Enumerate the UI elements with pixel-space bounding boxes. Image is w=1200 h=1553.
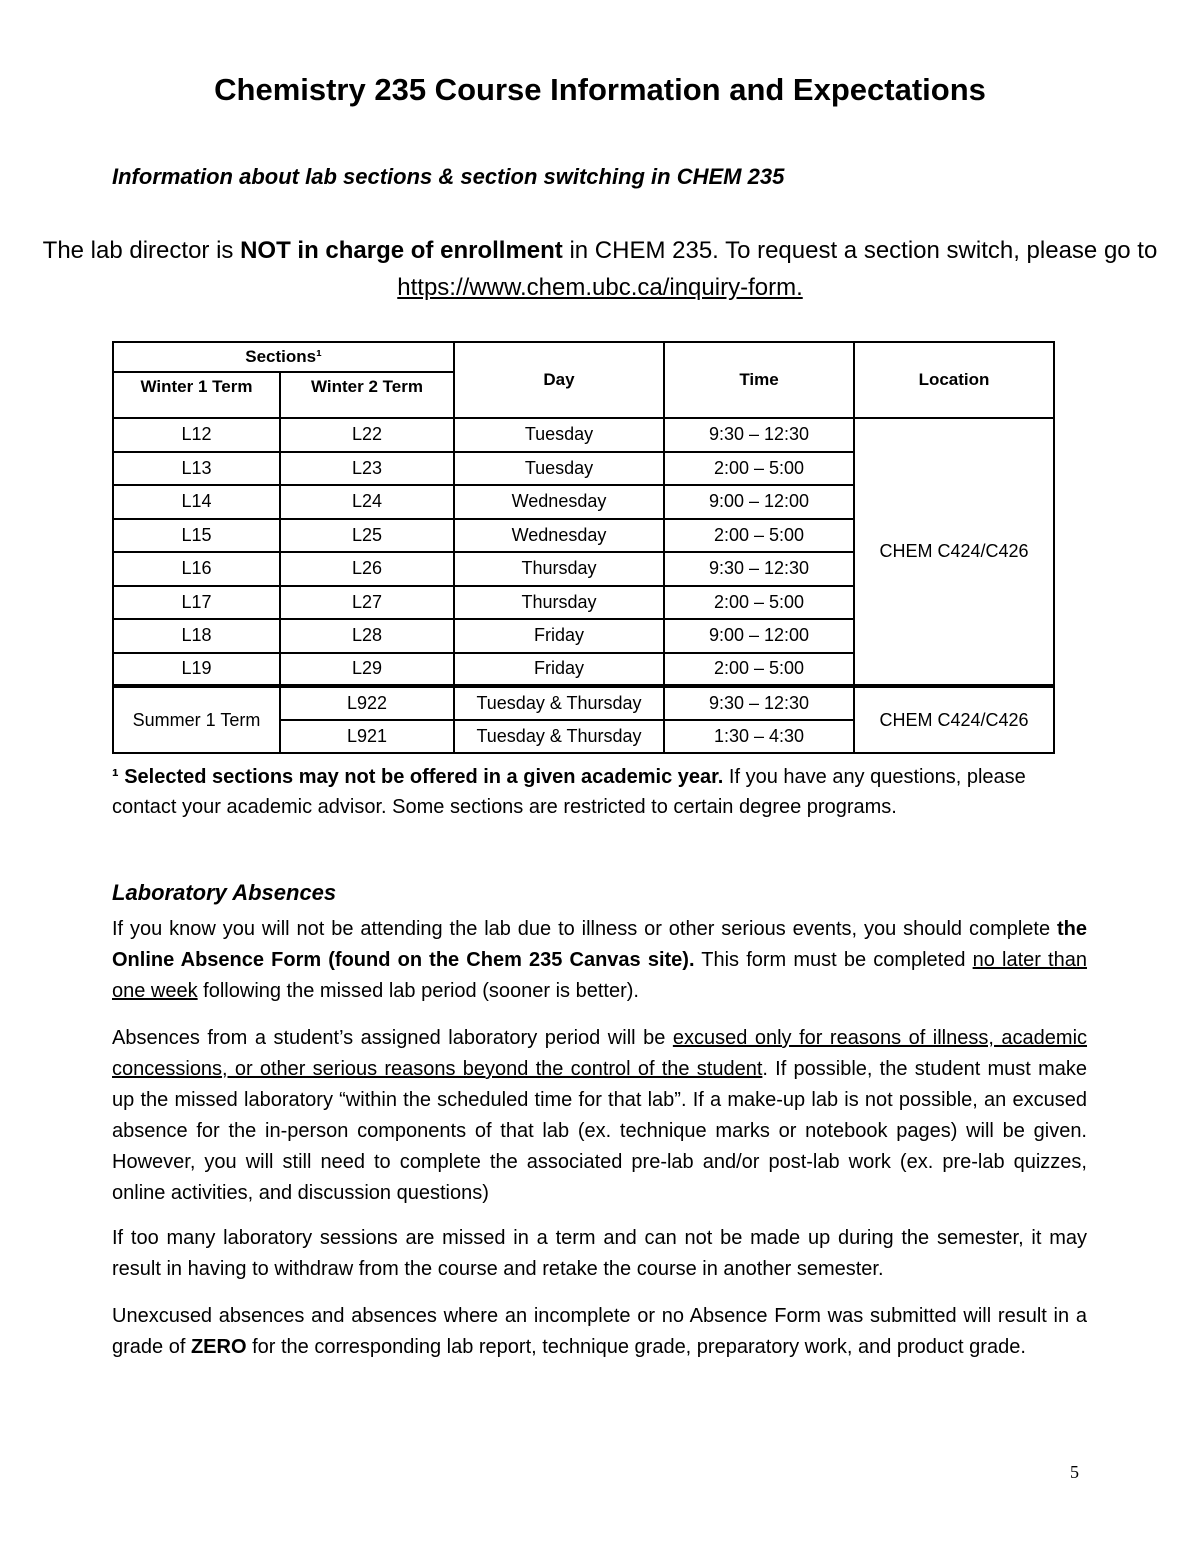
cell-time: 9:00 – 12:00 (664, 619, 854, 653)
day-header: Day (454, 342, 664, 418)
cell-time: 9:00 – 12:00 (664, 485, 854, 519)
intro-bold: NOT in charge of enrollment (240, 237, 563, 264)
intro-text-1: The lab director is (42, 237, 241, 264)
cell-w1: L12 (113, 418, 280, 452)
cell-w1: L18 (113, 619, 280, 653)
p1-text-c: following the missed lab period (sooner is better). (197, 980, 639, 1002)
p1-text-a: If you know you will not be attending the lab due to illness or other serious events, you should complete (112, 918, 1057, 940)
footnote-bold: ¹ Selected sections may not be offered in a given academic year. (112, 766, 724, 788)
cell-w2: L26 (280, 552, 454, 586)
summer-location: CHEM C424/C426 (854, 686, 1054, 753)
absences-heading: Laboratory Absences (112, 880, 337, 905)
time-header: Time (664, 342, 854, 418)
cell-time: 9:30 – 12:30 (664, 552, 854, 586)
summer-day: Tuesday & Thursday (454, 686, 664, 720)
cell-time: 2:00 – 5:00 (664, 653, 854, 687)
section-schedule-table (112, 341, 1055, 754)
winter2-header: Winter 2 Term (280, 372, 454, 418)
winter-location: CHEM C424/C426 (854, 418, 1054, 686)
cell-w1: L13 (113, 452, 280, 486)
cell-day: Wednesday (454, 485, 664, 519)
cell-w2: L29 (280, 653, 454, 687)
page-number: 5 (1070, 1462, 1079, 1482)
p1-text-b: This form must be completed (694, 949, 973, 971)
header-row (113, 342, 1054, 372)
cell-w1: L15 (113, 519, 280, 553)
absences-paragraph-4 (112, 1301, 1087, 1363)
location-header: Location (854, 342, 1054, 418)
cell-w1: L14 (113, 485, 280, 519)
cell-day: Thursday (454, 586, 664, 620)
p1-underline: no later than one week (112, 949, 1087, 1002)
p2-text-a: Absences from a student’s assigned laboratory period will be (112, 1027, 673, 1049)
page-title: Chemistry 235 Course Information and Expectations (214, 72, 986, 107)
table-footnote (112, 762, 1092, 822)
p4-text-b: for the corresponding lab report, technique grade, preparatory work, and product grade. (246, 1336, 1026, 1358)
cell-day: Thursday (454, 552, 664, 586)
section-subheading: Information about lab sections & section switching in CHEM 235 (112, 164, 785, 189)
summer-section: L921 (280, 720, 454, 754)
cell-w2: L22 (280, 418, 454, 452)
cell-w2: L24 (280, 485, 454, 519)
cell-w1: L17 (113, 586, 280, 620)
absences-paragraph-1 (112, 914, 1087, 1007)
cell-w1: L16 (113, 552, 280, 586)
p4-text-a: Unexcused absences and absences where an incomplete or no Absence Form was submitted will result in a grade of (112, 1305, 1087, 1358)
cell-day: Friday (454, 619, 664, 653)
summer-day: Tuesday & Thursday (454, 720, 664, 754)
footnote-text: If you have any questions, please contact your academic advisor. Some sections are restricted to certain degree programs. (112, 766, 1026, 818)
table-row (113, 418, 1054, 452)
cell-time: 2:00 – 5:00 (664, 452, 854, 486)
intro-paragraph (0, 232, 1200, 306)
summer-time: 9:30 – 12:30 (664, 686, 854, 720)
cell-day: Tuesday (454, 452, 664, 486)
summer-time: 1:30 – 4:30 (664, 720, 854, 754)
cell-day: Wednesday (454, 519, 664, 553)
absences-paragraph-3: If too many laboratory sessions are missed in a term and can not be made up during the semester, it may result in having to withdraw from the course and retake the course in another semester. (112, 1227, 1087, 1280)
table-row (113, 686, 1054, 720)
cell-day: Tuesday (454, 418, 664, 452)
p1-bold: the Online Absence Form (found on the Chem 235 Canvas site). (112, 918, 1087, 971)
p2-text-b: . If possible, the student must make up the missed laboratory “within the scheduled time for that lab”. If a make-up lab is not possible, an excused absence for the in-person components of that lab (ex. technique marks or notebook pages) will be given. However, you will still need to complete the associated pre-lab and/or post-lab work (ex. pre-lab quizzes, online activities, and discussion questions) (112, 1058, 1087, 1204)
intro-text-2: in CHEM 235. To request a section switch, please go to (562, 237, 1158, 264)
inquiry-form-link[interactable]: https://www.chem.ubc.ca/inquiry-form. (397, 274, 803, 301)
absences-paragraph-2 (112, 1023, 1087, 1209)
cell-w1: L19 (113, 653, 280, 687)
cell-day: Friday (454, 653, 664, 687)
cell-w2: L25 (280, 519, 454, 553)
cell-time: 2:00 – 5:00 (664, 586, 854, 620)
summer-section: L922 (280, 686, 454, 720)
cell-w2: L23 (280, 452, 454, 486)
p2-underline: excused only for reasons of illness, academic concessions, or other serious reasons beyond the control of the student (112, 1027, 1088, 1080)
cell-time: 2:00 – 5:00 (664, 519, 854, 553)
cell-time: 9:30 – 12:30 (664, 418, 854, 452)
p4-bold: ZERO (190, 1336, 247, 1358)
winter1-header: Winter 1 Term (113, 372, 280, 418)
cell-w2: L28 (280, 619, 454, 653)
cell-w2: L27 (280, 586, 454, 620)
sections-header: Sections¹ (113, 342, 454, 372)
summer-term-label: Summer 1 Term (113, 686, 280, 753)
